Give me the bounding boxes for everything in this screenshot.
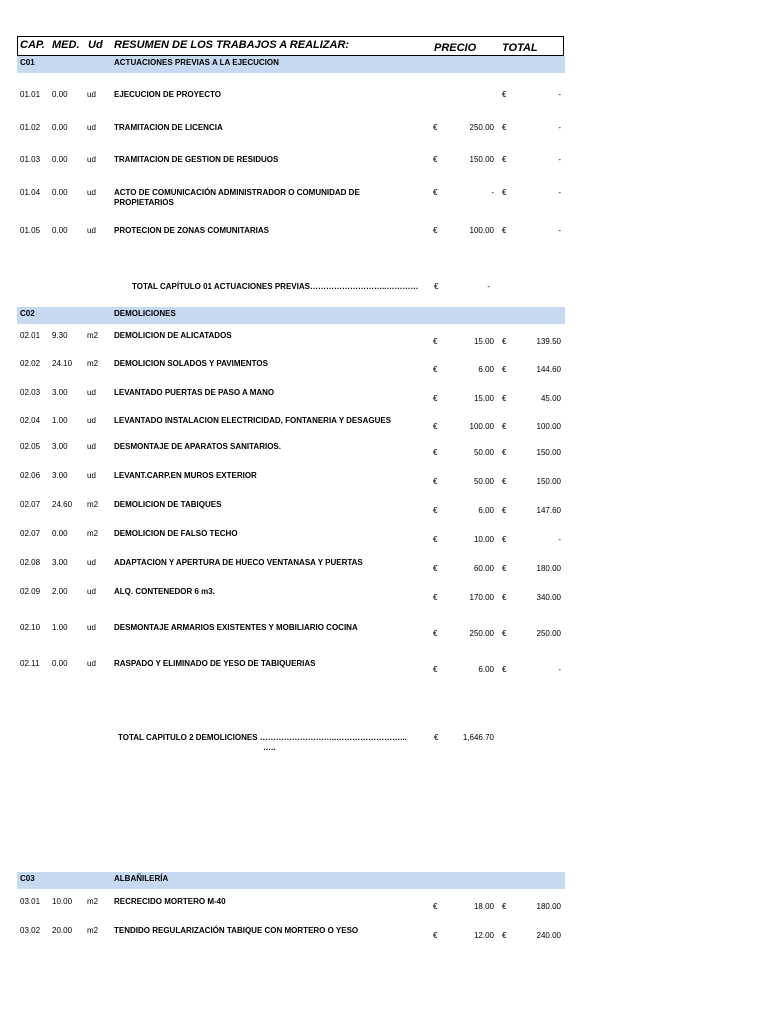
currency-symbol: €: [433, 564, 438, 573]
currency-symbol: €: [433, 931, 438, 940]
item-code: 02.01: [20, 331, 41, 340]
currency-symbol: €: [433, 593, 438, 602]
item-description: LEVANT.CARP.EN MUROS EXTERIOR: [114, 471, 257, 480]
currency-symbol: €: [433, 506, 438, 515]
item-total: -: [558, 665, 561, 674]
item-description: DEMOLICION DE FALSO TECHO: [114, 529, 238, 538]
chapter-title: DEMOLICIONES: [114, 309, 176, 318]
item-price: 18.00: [473, 902, 494, 911]
item-total: 240.00: [536, 931, 561, 940]
item-code: 02.07: [20, 529, 41, 538]
item-price: 6.00: [478, 665, 494, 674]
item-total: 180.00: [536, 564, 561, 573]
currency-symbol: €: [433, 337, 438, 346]
currency-symbol: €: [433, 535, 438, 544]
item-code: 01.05: [20, 226, 41, 235]
chapter-total-value: -: [487, 282, 490, 291]
item-unit: ud: [87, 123, 96, 132]
item-total: 45.00: [540, 394, 561, 403]
item-description: DESMONTAJE DE APARATOS SANITARIOS.: [114, 442, 281, 451]
item-unit: m2: [87, 500, 99, 509]
item-unit: m2: [87, 529, 99, 538]
item-price: 15.00: [473, 394, 494, 403]
item-total: 144.60: [536, 365, 561, 374]
item-unit: m2: [87, 926, 99, 935]
header-med: MED.: [52, 39, 80, 51]
chapter-total-value: 1,646.70: [462, 733, 494, 742]
item-price: 100.00: [469, 422, 494, 431]
item-quantity: 1.00: [52, 416, 68, 425]
currency-symbol: €: [433, 188, 438, 197]
item-total: -: [558, 155, 561, 164]
chapter-total-label-continued: …..: [263, 743, 276, 752]
chapter-band: [17, 307, 565, 324]
item-quantity: 20.00: [52, 926, 73, 935]
item-description: PROTECION DE ZONAS COMUNITARIAS: [114, 226, 269, 235]
item-unit: ud: [87, 416, 96, 425]
item-unit: ud: [87, 90, 96, 99]
currency-symbol: €: [433, 665, 438, 674]
item-unit: ud: [87, 623, 96, 632]
currency-symbol: €: [434, 733, 439, 742]
item-description: ALQ. CONTENEDOR 6 m3.: [114, 587, 215, 596]
item-code: 02.06: [20, 471, 41, 480]
item-code: 02.02: [20, 359, 41, 368]
chapter-total-label: TOTAL CAPITULO 2 DEMOLICIONES ………………………..……………………...: [118, 733, 407, 742]
item-description: TENDIDO REGULARIZACIÓN TABIQUE CON MORTERO O YESO: [114, 926, 359, 935]
item-total: 340.00: [536, 593, 561, 602]
currency-symbol: €: [433, 155, 438, 164]
item-total: 147.60: [536, 506, 561, 515]
item-description: DEMOLICION SOLADOS Y PAVIMENTOS: [114, 359, 268, 368]
item-quantity: 9.30: [52, 331, 68, 340]
currency-symbol: €: [433, 365, 438, 374]
item-total: -: [558, 123, 561, 132]
currency-symbol: €: [502, 337, 507, 346]
item-code: 02.08: [20, 558, 41, 567]
currency-symbol: €: [502, 365, 507, 374]
chapter-title: ACTUACIONES PREVIAS A LA EJECUCION: [114, 58, 279, 67]
chapter-code: C03: [20, 874, 35, 883]
item-price: 170.00: [469, 593, 494, 602]
item-quantity: 3.00: [52, 442, 68, 451]
item-unit: m2: [87, 359, 99, 368]
item-price: 6.00: [478, 506, 494, 515]
item-description: ACTO DE COMUNICACIÓN ADMINISTRADOR O COMUNIDAD DE PROPIETARIOS: [114, 188, 360, 207]
item-total: -: [558, 226, 561, 235]
chapter-code: C01: [20, 58, 35, 67]
chapter-title: ALBAÑILERÍA: [114, 874, 169, 883]
header-ud: Ud: [88, 39, 103, 51]
item-total: -: [558, 535, 561, 544]
currency-symbol: €: [502, 931, 507, 940]
chapter-band: [17, 56, 565, 73]
currency-symbol: €: [433, 902, 438, 911]
currency-symbol: €: [502, 506, 507, 515]
item-code: 02.03: [20, 388, 41, 397]
item-description: RECRECIDO MORTERO M-40: [114, 897, 226, 906]
item-quantity: 0.00: [52, 123, 68, 132]
item-code: 02.04: [20, 416, 41, 425]
item-code: 01.02: [20, 123, 41, 132]
item-price: 250.00: [469, 629, 494, 638]
currency-symbol: €: [434, 282, 439, 291]
item-quantity: 0.00: [52, 529, 68, 538]
currency-symbol: €: [502, 448, 507, 457]
item-description: TRAMITACION DE LICENCIA: [114, 123, 223, 132]
item-description: ADAPTACION Y APERTURA DE HUECO VENTANASA Y PUERTAS: [114, 558, 363, 567]
item-code: 02.10: [20, 623, 41, 632]
item-price: 100.00: [469, 226, 494, 235]
item-total: 180.00: [536, 902, 561, 911]
chapter-band: [17, 872, 565, 889]
currency-symbol: €: [502, 593, 507, 602]
item-price: 15.00: [473, 337, 494, 346]
header-total: TOTAL: [502, 42, 538, 54]
item-unit: m2: [87, 897, 99, 906]
item-quantity: 24.60: [52, 500, 73, 509]
item-unit: ud: [87, 558, 96, 567]
item-price: 50.00: [473, 448, 494, 457]
currency-symbol: €: [433, 477, 438, 486]
item-description: RASPADO Y ELIMINADO DE YESO DE TABIQUERIAS: [114, 659, 316, 668]
currency-symbol: €: [502, 902, 507, 911]
currency-symbol: €: [433, 422, 438, 431]
item-price: 10.00: [473, 535, 494, 544]
item-description: DEMOLICION DE ALICATADOS: [114, 331, 232, 340]
item-description: DEMOLICION DE TABIQUES: [114, 500, 222, 509]
item-price: 60.00: [473, 564, 494, 573]
currency-symbol: €: [502, 394, 507, 403]
item-description: LEVANTADO INSTALACION ELECTRICIDAD, FONTANERIA Y DESAGUES: [114, 416, 392, 425]
currency-symbol: €: [502, 665, 507, 674]
currency-symbol: €: [502, 155, 507, 164]
item-price: 6.00: [478, 365, 494, 374]
item-quantity: 0.00: [52, 90, 68, 99]
item-unit: ud: [87, 226, 96, 235]
currency-symbol: €: [502, 188, 507, 197]
currency-symbol: €: [502, 422, 507, 431]
item-quantity: 0.00: [52, 188, 68, 197]
currency-symbol: €: [433, 629, 438, 638]
item-total: 150.00: [536, 448, 561, 457]
item-total: 139.50: [536, 337, 561, 346]
header-cap: CAP.: [20, 39, 45, 51]
item-total: 100.00: [536, 422, 561, 431]
item-total: 150.00: [536, 477, 561, 486]
currency-symbol: €: [433, 448, 438, 457]
item-unit: ud: [87, 188, 96, 197]
item-code: 01.04: [20, 188, 41, 197]
item-code: 02.11: [20, 659, 40, 668]
currency-symbol: €: [502, 535, 507, 544]
item-unit: ud: [87, 388, 96, 397]
item-quantity: 1.00: [52, 623, 68, 632]
item-quantity: 3.00: [52, 558, 68, 567]
item-unit: ud: [87, 659, 96, 668]
item-total: 250.00: [536, 629, 561, 638]
chapter-code: C02: [20, 309, 35, 318]
item-unit: ud: [87, 587, 96, 596]
item-code: 02.05: [20, 442, 41, 451]
item-quantity: 0.00: [52, 155, 68, 164]
currency-symbol: €: [502, 629, 507, 638]
currency-symbol: €: [502, 226, 507, 235]
item-quantity: 24.10: [52, 359, 73, 368]
item-code: 01.03: [20, 155, 41, 164]
item-quantity: 10.00: [52, 897, 73, 906]
column-header: [17, 36, 564, 56]
item-code: 02.09: [20, 587, 41, 596]
currency-symbol: €: [502, 90, 507, 99]
item-description: TRAMITACION DE GESTION DE RESIDUOS: [114, 155, 279, 164]
item-description: DESMONTAJE ARMARIOS EXISTENTES Y MOBILIARIO COCINA: [114, 623, 358, 632]
item-quantity: 3.00: [52, 471, 68, 480]
item-price: 150.00: [469, 155, 494, 164]
item-code: 03.02: [20, 926, 41, 935]
header-resumen: RESUMEN DE LOS TRABAJOS A REALIZAR:: [114, 39, 350, 51]
item-quantity: 3.00: [52, 388, 68, 397]
item-description: LEVANTADO PUERTAS DE PASO A MANO: [114, 388, 275, 397]
item-quantity: 0.00: [52, 659, 68, 668]
item-unit: m2: [87, 331, 99, 340]
currency-symbol: €: [433, 226, 438, 235]
item-code: 03.01: [20, 897, 41, 906]
chapter-total-label: TOTAL CAPÍTULO 01 ACTUACIONES PREVIAS………………………..…………: [132, 282, 419, 291]
item-unit: ud: [87, 471, 96, 480]
currency-symbol: €: [433, 123, 438, 132]
currency-symbol: €: [502, 477, 507, 486]
item-price: 250.00: [469, 123, 494, 132]
item-price: -: [491, 188, 494, 197]
item-total: -: [558, 90, 561, 99]
item-price: 50.00: [473, 477, 494, 486]
item-price: 12.00: [473, 931, 494, 940]
item-quantity: 0.00: [52, 226, 68, 235]
item-total: -: [558, 188, 561, 197]
item-unit: ud: [87, 155, 96, 164]
header-precio: PRECIO: [434, 42, 477, 54]
item-quantity: 2.00: [52, 587, 68, 596]
item-code: 02.07: [20, 500, 41, 509]
item-unit: ud: [87, 442, 96, 451]
currency-symbol: €: [433, 394, 438, 403]
item-code: 01.01: [20, 90, 41, 99]
currency-symbol: €: [502, 564, 507, 573]
item-description: EJECUCION DE PROYECTO: [114, 90, 221, 99]
currency-symbol: €: [502, 123, 507, 132]
